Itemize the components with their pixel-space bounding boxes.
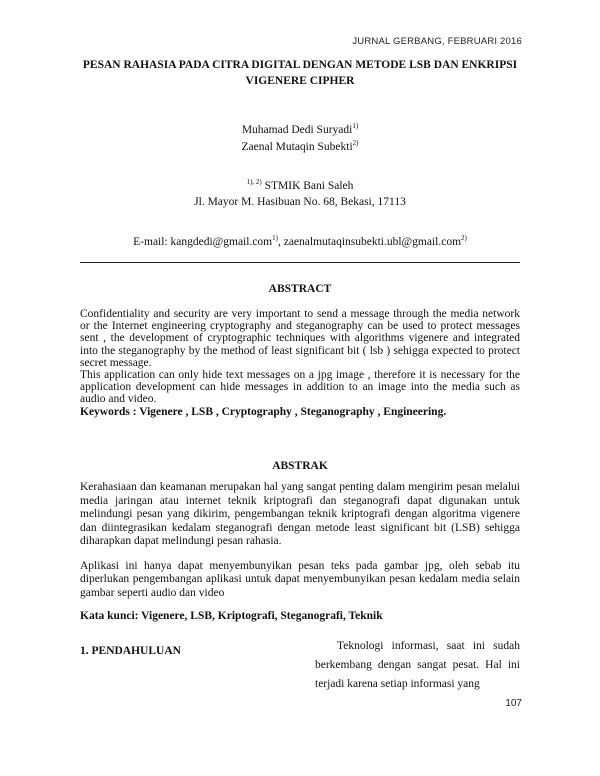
author-1-sup: 1) [352,122,359,131]
email-line [0,236,600,248]
abstrak-body [80,481,520,624]
abstrak-keywords: Kata kunci: Vigenere, LSB, Kriptografi, Steganografi, Teknik [80,610,383,622]
email-1-sup: 1) [272,234,278,243]
email-2-sup: 2) [461,234,467,243]
abstract-paragraph-2: This application can only hide text messages on a jpg image , therefore it is necessary for the application development can hide messages in addition to an image into the media such as audio and video. [80,369,520,406]
institution-name: STMIK Bani Saleh [264,180,354,192]
section-title-pendahuluan: 1. PENDAHULUAN [80,645,181,657]
affiliation-institution [0,180,600,192]
header-divider [80,262,520,263]
section-1-text: Teknologi informasi, saat ini sudah berkembang dengan sangat pesat. Hal ini terjadi karena setiap informasi yang [315,640,520,690]
paper-title: PESAN RAHASIA PADA CITRA DIGITAL DENGAN METODE LSB DAN ENKRIPSI VIGENERE CIPHER [82,59,518,87]
email-1[interactable]: kangdedi@gmail.com [170,236,273,248]
abstrak-paragraph-2: Aplikasi ini hanya dapat menyembunyikan pesan teks pada gambar jpg, oleh sebab itu diperlukan pengembangan aplikasi untuk dapat menyembunyikan pesan kedalam media selain gambar seperti audio dan video [80,559,520,599]
author-2-name: Zaenal Mutaqin Subekti [241,141,353,153]
page-number: 107 [505,698,522,709]
email-2[interactable]: zaenalmutaqinsubekti.ubl@gmail.com [283,236,462,248]
section-1-column [315,637,520,694]
email-separator: , [277,236,284,248]
author-2-sup: 2) [352,139,359,148]
abstract-heading: ABSTRACT [268,283,332,295]
author-1-name: Muhamad Dedi Suryadi [241,124,353,136]
abstrak-heading: ABSTRAK [272,460,328,472]
abstract-keywords: Keywords : Vigenere , LSB , Cryptography , Steganography , Engineering. [80,405,447,418]
affiliation-address: Jl. Mayor M. Hasibuan No. 68, Bekasi, 17113 [194,196,406,208]
abstract-body [80,308,520,418]
author-1 [0,124,600,136]
journal-header: JURNAL GERBANG, FEBRUARI 2016 [352,36,522,47]
abstrak-paragraph-1: Kerahasiaan dan keamanan merupakan hal yang sangat penting dalam mengirim pesan melalui media jaringan atau internet teknik kriptografi dan steganografi dapat digunakan untuk melindungi pesan yang dikirim, pengembangan teknik kriptografi dengan algoritma vigenere dan diintegrasikan kedalam steganografi dengan metode least significant bit (LSB) sehigga diharapkan dapat melindungi pesan rahasia. [80,481,520,547]
abstract-paragraph-1: Confidentiality and security are very important to send a message through the media network or the Internet engineering cryptography and steganography can be used to protect messages sent , the development of cryptographic techniques with algorithms vigenere and integrated into the steganography by the method of least significant bit ( lsb ) sehigga expected to protect secret message. [80,308,520,369]
affiliation-sup: 1), 2) [246,178,262,187]
author-2 [0,141,600,153]
email-prefix: E-mail: [133,236,171,248]
